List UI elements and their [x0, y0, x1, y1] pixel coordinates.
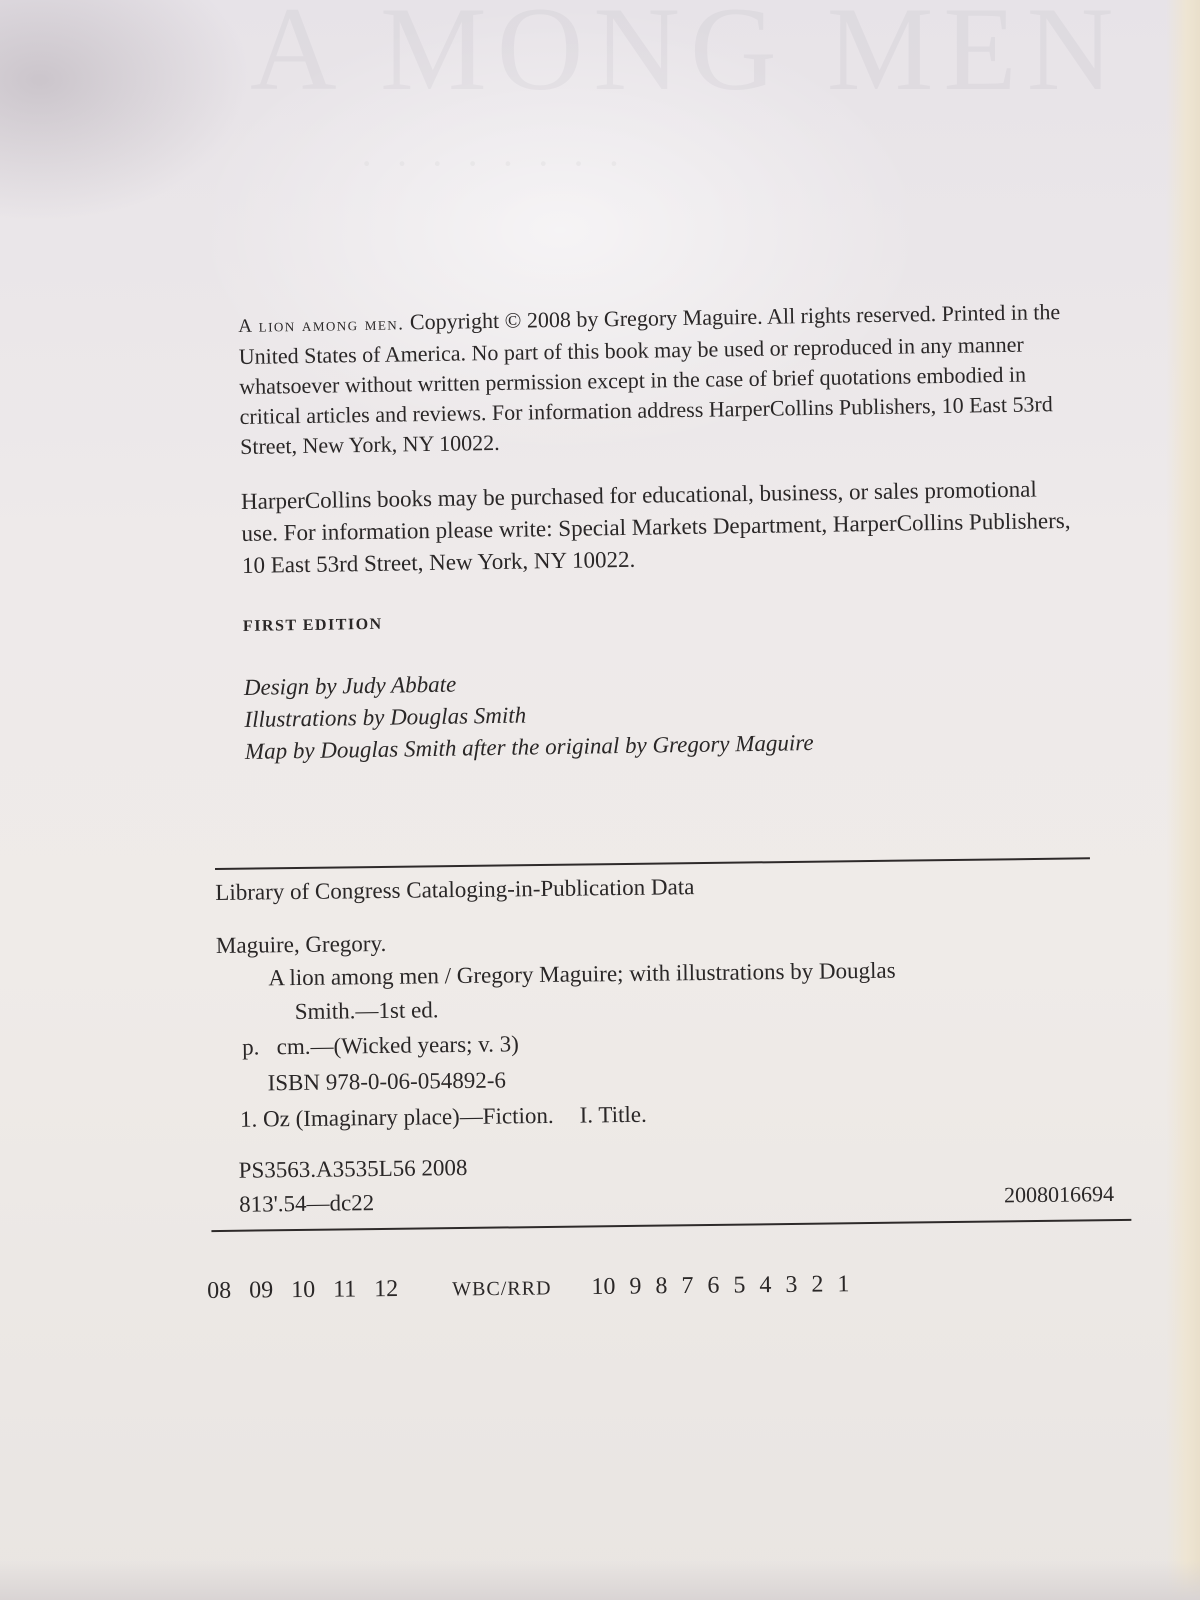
page-edge-right: [1166, 0, 1200, 1600]
copyright-notice: [238, 297, 1070, 462]
cip-classification: [218, 1143, 1114, 1222]
impression-number: 10: [591, 1273, 616, 1300]
book-title-smallcaps: A lion among men.: [238, 313, 405, 337]
credits-list: [244, 659, 1075, 768]
cip-physical: p. cm.—(Wicked years; v. 3): [242, 1031, 520, 1060]
impression-number: 5: [733, 1272, 746, 1299]
impression-number: 3: [785, 1271, 798, 1298]
edition-label: FIRST EDITION: [242, 615, 383, 635]
credit-design: Design by Judy Abbate: [243, 671, 457, 700]
cip-data-block: [215, 857, 1114, 1232]
impression-number: 7: [681, 1272, 694, 1300]
print-year: 12: [374, 1275, 399, 1303]
impression-number: 4: [759, 1272, 772, 1299]
printer-code: WBC/RRD: [452, 1277, 552, 1301]
cip-subject-1: 1. Oz (Imaginary place)—Fiction.: [239, 1102, 554, 1132]
copyright-text: Copyright © 2008 by Gregory Maguire. All rights reserved. Printed in the United States of America. No part of this book may be used or reproduced in any manner whatsoever without written permission except in the case of brief quotations embodied in critical articles and reviews. For information address HarperCollins Publishers, 10 East 53rd Street, New York, NY 10022.: [238, 299, 1061, 459]
show-through-subtitle: · · · · · · · ·: [360, 141, 627, 186]
cip-author: Maguire, Gregory.: [215, 930, 387, 958]
cip-dewey: 813'.54—dc22: [238, 1190, 375, 1217]
credit-map: Map by Douglas Smith after the original by Gregory Maguire: [244, 730, 814, 764]
print-year: 10: [290, 1276, 316, 1304]
impression-number: 8: [655, 1273, 668, 1300]
bottom-divider: [211, 1219, 1131, 1232]
cip-title-line-2: Smith.—1st ed.: [294, 997, 439, 1025]
print-year: 09: [248, 1277, 274, 1304]
cip-lccn: 2008016694: [1003, 1181, 1115, 1208]
impression-number: 2: [811, 1271, 824, 1298]
print-year: 11: [332, 1276, 357, 1303]
page-edge-bottom: [0, 1560, 1200, 1600]
cip-title-line-1: A lion among men / Gregory Maguire; with illustrations by Douglas: [268, 957, 896, 991]
impression-number: 6: [707, 1272, 720, 1299]
show-through-title: A MONG MEN: [250, 0, 1124, 115]
cip-heading: Library of Congress Cataloging-in-Publication Data: [215, 874, 695, 905]
sales-notice: HarperCollins books may be purchased for educational, business, or sales promotional use. For information please write: Special Markets Department, HarperCollins Publishers, 10 East 53rd Street, New York, NY 10022.: [240, 476, 1071, 578]
cip-subject-2: I. Title.: [579, 1101, 647, 1128]
impression-number: 1: [837, 1271, 850, 1298]
copyright-block: [238, 297, 1075, 768]
impression-number: 9: [629, 1273, 642, 1300]
credit-illustrations: Illustrations by Douglas Smith: [244, 702, 527, 732]
print-year: 08: [207, 1277, 232, 1304]
cip-isbn: ISBN 978-0-06-054892-6: [267, 1067, 507, 1096]
printing-line: [207, 1269, 1097, 1305]
cip-lc-class: PS3563.A3535L56 2008: [238, 1154, 468, 1183]
